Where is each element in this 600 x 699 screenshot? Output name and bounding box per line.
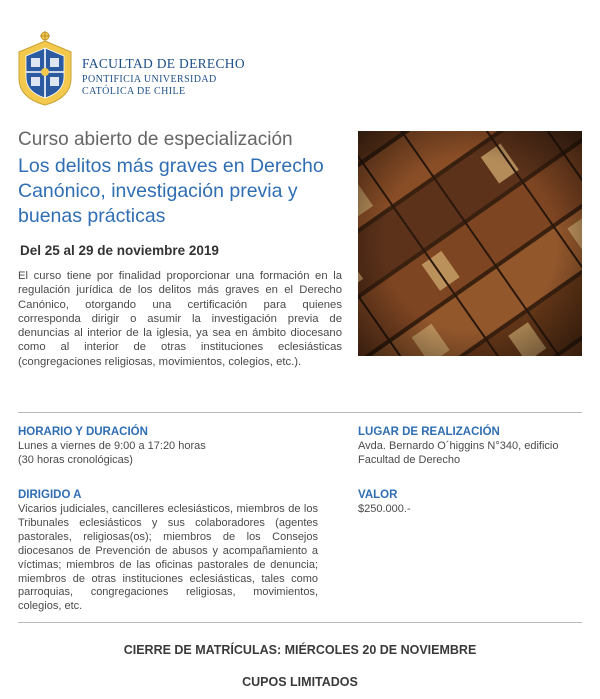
section-divider-bottom xyxy=(18,622,582,623)
course-dates: Del 25 al 29 de noviembre 2019 xyxy=(20,243,219,258)
location-line1: Avda. Bernardo O´higgins N°340, edificio xyxy=(358,440,559,452)
university-seal-icon xyxy=(16,30,74,106)
schedule-line2: (30 horas cronológicas) xyxy=(18,454,133,466)
schedule-heading: HORARIO Y DURACIÓN xyxy=(18,426,148,438)
faculty-header xyxy=(16,30,316,110)
course-kicker: Curso abierto de especialización xyxy=(18,129,293,150)
location-line2: Facultad de Derecho xyxy=(358,454,461,466)
course-description: El curso tiene por finalidad proporcionar una formación en la regulación jurídica de los delitos más graves en el Derecho Canónico, otorgando una certificación para quienes corresponda dirigir o asumir la investigación previa de denuncias al interior de la iglesia, ya sea en ámbito diocesano como al interior de otras instituciones eclesiásticas (congregaciones religiosas, movimientos, colegios, etc.). xyxy=(18,270,342,368)
schedule-line1: Lunes a viernes de 9:00 a 17:20 horas xyxy=(18,440,206,452)
faculty-name: FACULTAD DE DERECHO xyxy=(82,56,245,71)
price-amount: $250.000.- xyxy=(358,503,411,515)
university-name-line1: PONTIFICIA UNIVERSIDAD xyxy=(82,74,217,85)
section-divider xyxy=(18,412,582,413)
limited-seats-notice: CUPOS LIMITADOS xyxy=(242,675,358,689)
audience-text: Vicarios judiciales, cancilleres eclesiásticos, miembros de los Tribunales eclesiásticos y sus colaboradores (agentes pastorales, religiosas(os); miembros de los Consejos diocesanos de Prevención de abusos y acompañamiento a víctimas; miembros de las oficinas pastorales de denuncia; miembros de otras instituciones eclesiásticas, tales como parroquias, congregaciones religiosas, movimientos, colegios, etc. xyxy=(18,503,318,613)
price-heading: VALOR xyxy=(358,489,398,501)
old-books-image xyxy=(358,131,582,356)
university-name-line2: CATÓLICA DE CHILE xyxy=(82,86,186,97)
audience-heading: DIRIGIDO A xyxy=(18,489,82,501)
enrollment-close-notice: CIERRE DE MATRÍCULAS: MIÉRCOLES 20 DE NOVIEMBRE xyxy=(123,643,477,657)
location-heading: LUGAR DE REALIZACIÓN xyxy=(358,426,500,438)
course-title: Los delitos más graves en Derecho Canónico, investigación previa y buenas prácticas xyxy=(18,155,324,227)
